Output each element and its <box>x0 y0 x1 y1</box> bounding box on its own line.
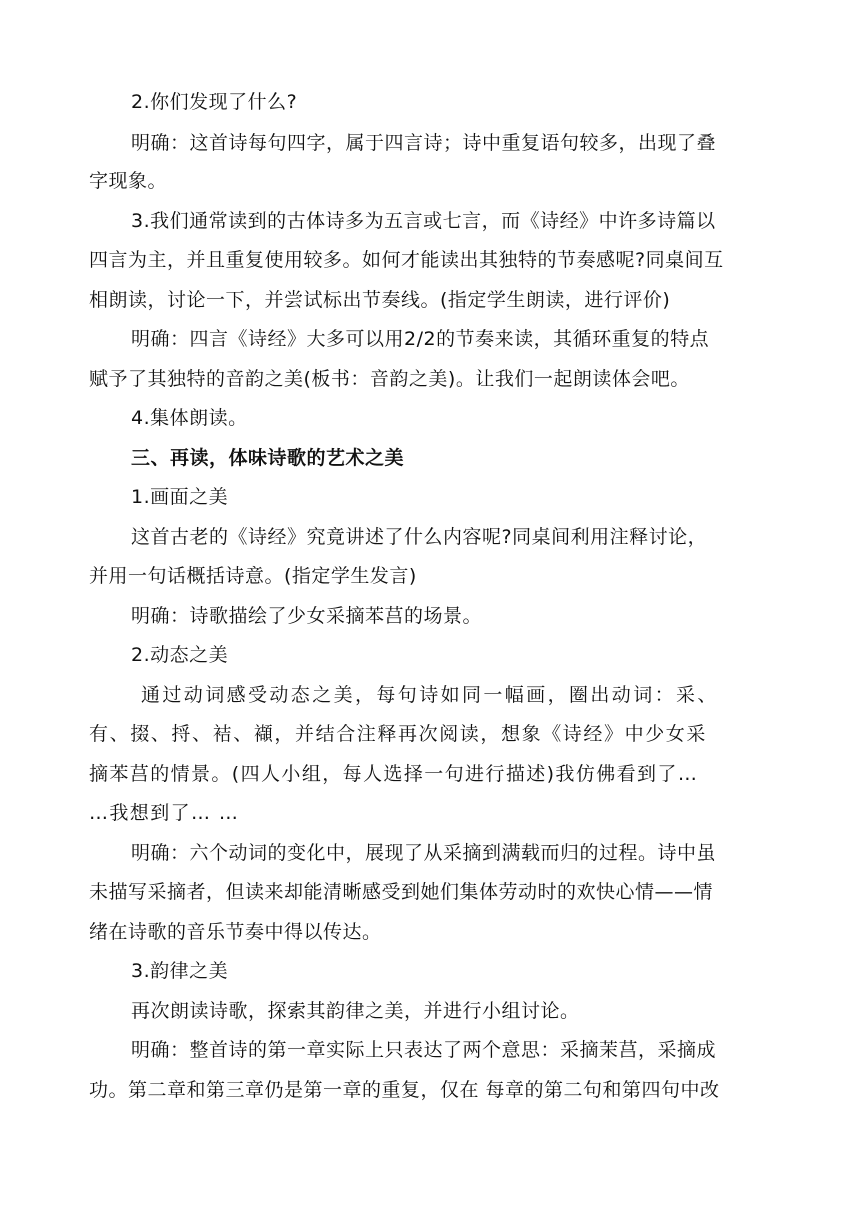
subheading-2: 2.动态之美 <box>131 644 229 666</box>
answer-3-line-2: 赋予了其独特的音韵之美(板书：音韵之美)。让我们一起朗读体会吧。 <box>89 368 690 390</box>
question-3-line-3: 相朗读，讨论一下，并尝试标出节奏线。(指定学生朗读，进行评价) <box>89 289 671 311</box>
paragraph-2-line-1: 通过动词感受动态之美，每句诗如同一幅画，圈出动词：采、 <box>141 684 719 706</box>
paragraph-1-line-2: 并用一句话概括诗意。(指定学生发言) <box>89 565 417 587</box>
answer-paragraph-1: 明确：诗歌描绘了少女采摘苯莒的场景。 <box>131 605 483 627</box>
question-3-line-2: 四言为主，并且重复使用较多。如何才能读出其独特的节奏感呢?同桌间互 <box>89 249 724 271</box>
paragraph-2-line-3: 摘苯莒的情景。(四人小组，每人选择一句进行描述)我仿佛看到了… <box>89 763 699 785</box>
paragraph-2-line-4: …我想到了… … <box>89 802 240 824</box>
answer-2-line-1: 明确：这首诗每句四字，属于四言诗；诗中重复语句较多，出现了叠 <box>131 132 717 154</box>
paragraph-1-line-1: 这首古老的《诗经》究竟讲述了什么内容呢?同桌间利用注释讨论， <box>131 526 708 548</box>
question-3-line-1: 3.我们通常读到的古体诗多为五言或七言，而《诗经》中许多诗篇以 <box>131 210 716 232</box>
answer-3-line-1: 明确：四言《诗经》大多可以用2/2的节奏来读，其循环重复的特点 <box>131 328 710 350</box>
answer-paragraph-2-line-3: 绪在诗歌的音乐节奏中得以传达。 <box>89 921 382 943</box>
subheading-3: 3.韵律之美 <box>131 960 229 982</box>
answer-paragraph-2-line-2: 未描写采摘者，但读来却能清晰感受到她们集体劳动时的欢快心情——情 <box>89 881 714 903</box>
subheading-1: 1.画面之美 <box>131 486 229 508</box>
answer-2-line-2: 字现象。 <box>89 170 168 192</box>
section-3-heading: 三、再读，体味诗歌的艺术之美 <box>131 447 405 469</box>
answer-paragraph-3-line-1: 明确：整首诗的第一章实际上只表达了两个意思：采摘茉莒，采摘成 <box>131 1039 717 1061</box>
paragraph-3: 再次朗读诗歌，探索其韵律之美，并进行小组讨论。 <box>131 1000 580 1022</box>
answer-paragraph-2-line-1: 明确：六个动词的变化中，展现了从采摘到满载而归的过程。诗中虽 <box>131 842 717 864</box>
paragraph-2-line-2: 有、掇、捋、袺、襭，并结合注释再次阅读，想象《诗经》中少女采 <box>89 723 708 745</box>
answer-paragraph-3-line-2: 功。第二章和第三章仍是第一章的重复，仅在 每章的第二句和第四句中改 <box>89 1079 720 1101</box>
question-2: 2.你们发现了什么? <box>131 91 298 113</box>
item-4: 4.集体朗读。 <box>131 407 248 429</box>
